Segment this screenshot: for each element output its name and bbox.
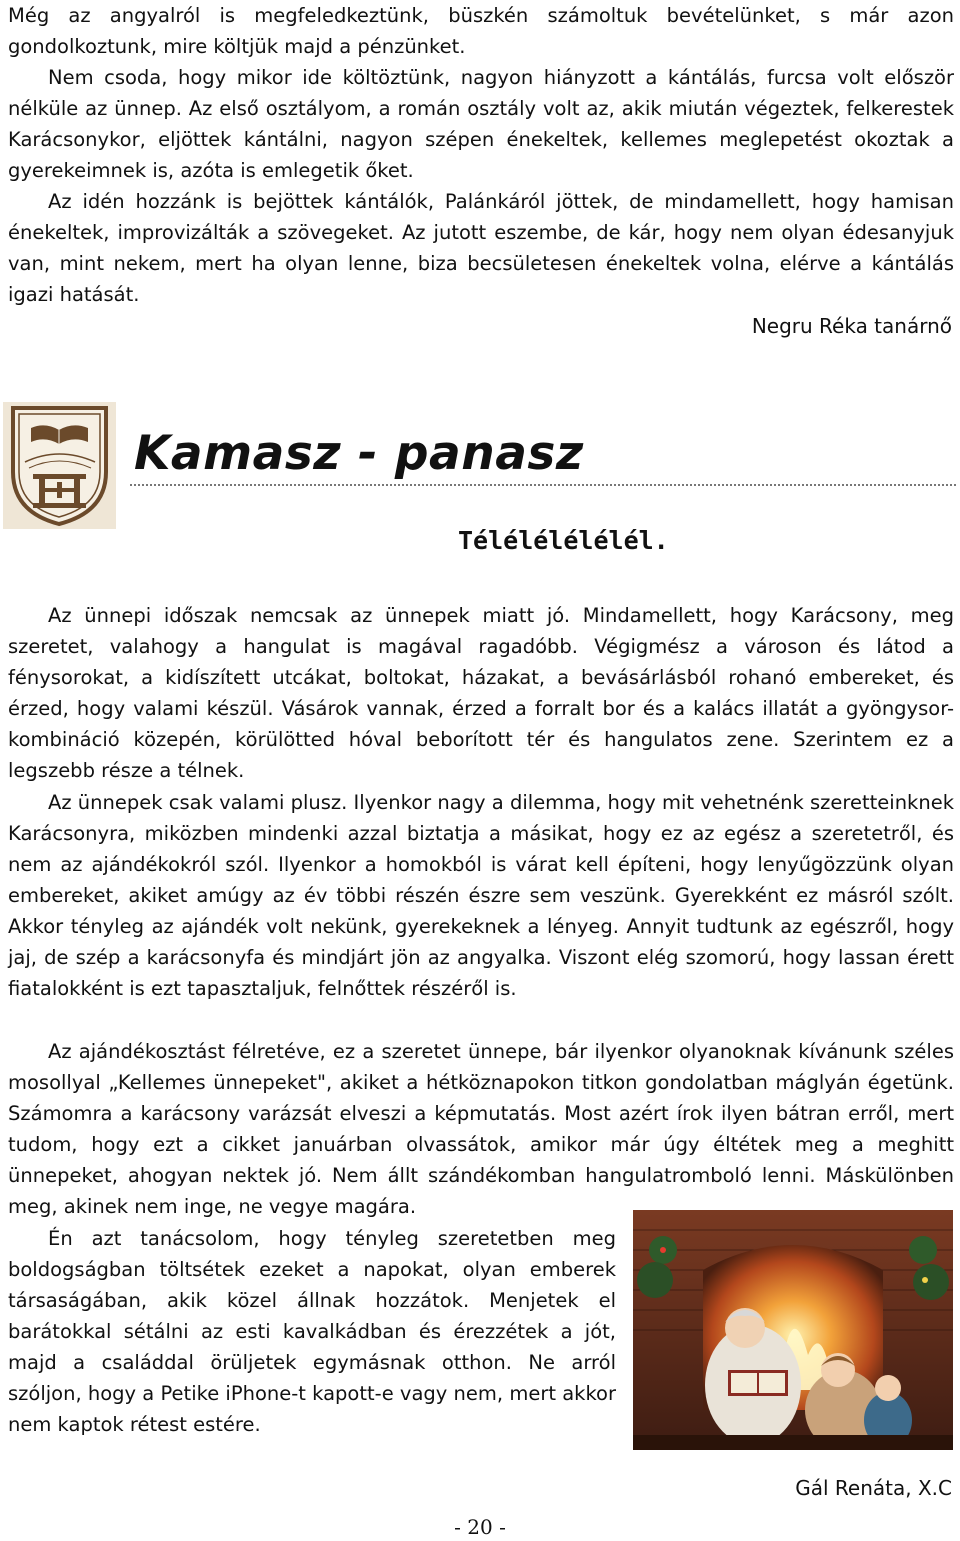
author-signature: Negru Réka tanárnő <box>751 314 952 338</box>
paragraph-kepmutatas: Az ajándékosztást félretéve, ez a szeretet ünnepe, bár ilyenkor olyanoknak kívánunk széles mosollyal „Kellemes ünnepeket", akiket a hétköznapokon titkon gondolatban máglyán égetünk. Számomra a karácsony varázsát elveszi a képmutatás. Most azért írok ilyen bátran erről, mert tudom, hogy ezt a cikket januárban olvassátok, amikor már úgy éltétek meg a meghitt ünnepeket, ahogyan nektek jó. Nem állt szándékomban hangulatromboló lenni. Máskülönben meg, akinek nem inge, ne vegye magára. <box>8 1040 954 1218</box>
paragraph-ajandekok: Az ünnepek csak valami plusz. Ilyenkor nagy a dilemma, hogy mit vehetnénk szeretteinknek Karácsonyra, miközben mindenki azzal biztatja a másikat, hogy ez az egész a szeretetről, és nem az ajándékokról szól. Ilyenkor a homokból is várat kell építeni, hogy lenyűgözzünk olyan embereket, akiket amúgy az év többi részén észre sem veszünk. Gyerekként ez másról szólt. Akkor tényleg az ajándék volt nekünk, gyerekeknek a lényeg. Annyit tudtunk az egészről, hogy jaj, de szép a karácsonyfa és mindjárt jön az angyalka. Viszont elég szomorú, hogy lassan érett fiatalokként is ezt tapasztaljuk, felnőttek részéről is. <box>8 791 954 1000</box>
paragraph-karacsony-kantalas: Nem csoda, hogy mikor ide költöztünk, nagyon hiányzott a kántálás, furcsa volt először nélküle az ünnep. Az első osztályom, a román osztály volt az, akik miután végeztek, felkerestek Karácsonykor, eljöttek kántálni, nagyon szépen énekeltek, kellemes meglepetést okoztak a gyerekeimnek is, azóta is emlegetik őket. <box>8 66 954 182</box>
paragraph-tanacs: Én azt tanácsolom, hogy tényleg szeretetben meg boldogságban töltsétek ezeket a napokat, olyan emberek társaságában, akik közel állnak hozzátok. Menjetek el barátokkal sétálni az esti kavalkádban és érezzétek a jót, majd a családdal örüljetek egymásnak otthon. Ne arról szóljon, hogy a Petike iPhone-t kapott-e vagy nem, mert akkor nem kaptok rétest estére. <box>8 1227 616 1436</box>
article-author-signature: Gál Renáta, X.C <box>795 1476 952 1500</box>
school-logo <box>3 402 116 529</box>
paragraph-unnepi-idoszak: Az ünnepi időszak nemcsak az ünnepek miatt jó. Mindamellett, hogy Karácsony, meg szeretet, valahogy a hangulat is magával ragadóbb. Végigmész a városon és látod a fénysorokat, a kidíszített utcákat, boltokat, házakat, a bevásárlásból rohanó embereket, és érzed, hogy valami készül. Vásárok vannak, érzed a forralt bor és a kalács illatát a gyöngysor-kombináció közepén, körülötted hóval beborított tér és hangulatos zene. Szerintem ez a legszebb része a télnek. <box>8 604 954 782</box>
fireplace-illustration <box>633 1210 953 1450</box>
section-title: Kamasz - panasz <box>134 426 584 481</box>
page-number: - 20 - <box>454 1515 506 1539</box>
title-divider <box>130 484 956 486</box>
paragraph-intro-end: Még az angyalról is megfeledkeztünk, büszkén számoltuk bevételünket, s már azon gondolkoztunk, mire költjük majd a pénzünket. <box>8 4 954 58</box>
article-subtitle: Télélélélélél. <box>458 526 669 555</box>
paragraph-kantalok: Az idén hozzánk is bejöttek kántálók, Palánkáról jöttek, de mindamellett, hogy hamisan énekeltek, improvizálták a szövegeket. Az jutott eszembe, de kár, hogy nem olyan édesanyjuk van, mint nekem, mert ha olyan lenne, biza becsületesen énekeltek volna, elérve a kántálás igazi hatását. <box>8 190 954 306</box>
